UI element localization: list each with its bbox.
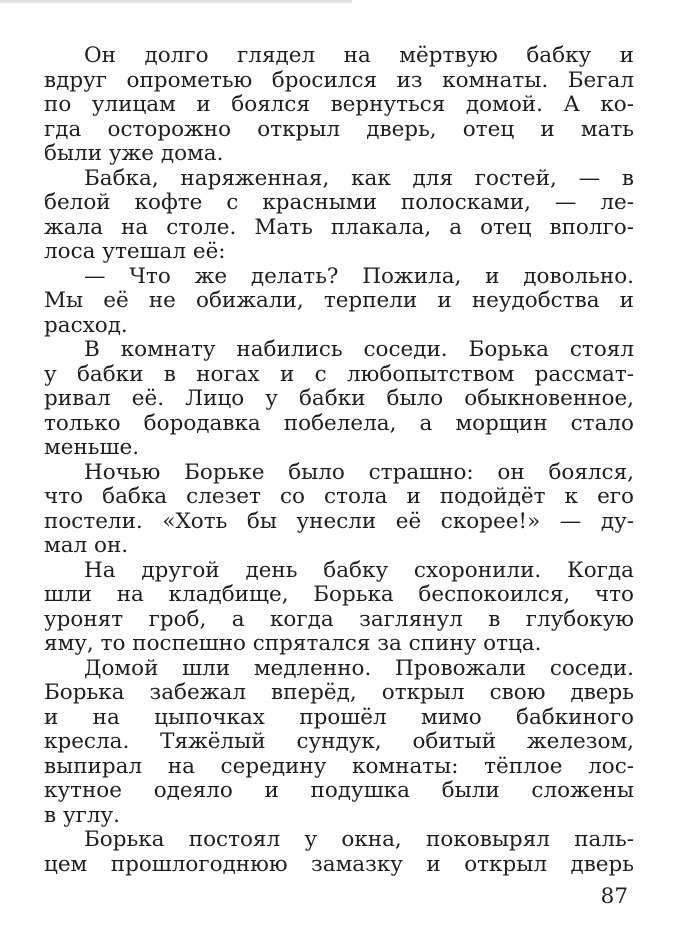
text-line: только бородавка побелела, а морщин стало bbox=[44, 411, 634, 436]
text-line: расход. bbox=[44, 313, 128, 338]
text-line: были уже дома. bbox=[44, 142, 224, 166]
page-text bbox=[44, 44, 634, 877]
text-line: кресла. Тяжёлый сундук, обитый железом, bbox=[44, 730, 634, 754]
text-line: гда осторожно открыл дверь, отец и мать bbox=[44, 117, 634, 142]
text-line: уронят гроб, а когда заглянул в глубокую bbox=[44, 607, 634, 632]
text-line: жала на столе. Мать плакала, а отец вполго- bbox=[44, 215, 634, 240]
text-line: Ночью Борьке было страшно: он боялся, bbox=[84, 460, 634, 485]
paragraph-4 bbox=[44, 338, 634, 461]
text-line: что бабка слезет со стола и подойдёт к его bbox=[44, 485, 634, 509]
paragraph-1 bbox=[44, 44, 634, 167]
text-line: Бабка, наряженная, как для гостей, — в bbox=[84, 166, 634, 191]
text-line: мал он. bbox=[44, 534, 129, 558]
text-line: по улицам и боялся вернуться домой. А ко- bbox=[44, 93, 634, 117]
paragraph-7 bbox=[44, 657, 634, 829]
page-number: 87 bbox=[600, 884, 628, 909]
text-line: В комнату набились соседи. Борька стоял bbox=[84, 338, 634, 362]
text-line: выпирал на середину комнаты: тёплое лос- bbox=[44, 754, 634, 779]
text-line: шли на кладбище, Борька беспокоился, что bbox=[44, 583, 634, 607]
text-line: у бабки в ногах и с любопытством рассмат- bbox=[44, 362, 634, 387]
text-line: Мы её не обижали, терпели и неудобства и bbox=[44, 289, 634, 313]
text-line: цем прошлогоднюю замазку и открыл дверь bbox=[44, 852, 634, 877]
text-line: Он долго глядел на мёртвую бабку и bbox=[84, 44, 634, 68]
text-line: ривал её. Лицо у бабки было обыкновенное, bbox=[44, 387, 634, 411]
text-line: — Что же делать? Пожила, и довольно. bbox=[84, 264, 634, 289]
text-line: Борька забежал вперёд, открыл свою дверь bbox=[44, 681, 634, 705]
text-line: и на цыпочках прошёл мимо бабкиного bbox=[44, 705, 634, 730]
text-line: в углу. bbox=[44, 803, 120, 828]
text-line: постели. «Хоть бы унесли её скорее!» — ду- bbox=[44, 509, 634, 534]
top-edge-rule bbox=[0, 0, 352, 3]
paragraph-8 bbox=[44, 828, 634, 877]
text-line: вдруг опрометью бросился из комнаты. Бегал bbox=[44, 68, 634, 93]
text-line: На другой день бабку схоронили. Когда bbox=[84, 558, 634, 583]
text-line: меньше. bbox=[44, 436, 140, 460]
text-line: лоса утешал её: bbox=[44, 240, 226, 264]
paragraph-2 bbox=[44, 167, 634, 265]
text-line: кутное одеяло и подушка были сложены bbox=[44, 779, 634, 803]
text-line: Домой шли медленно. Провожали соседи. bbox=[84, 656, 634, 681]
text-line: белой кофте с красными полосками, — ле- bbox=[44, 191, 634, 215]
paragraph-5 bbox=[44, 461, 634, 559]
text-line: Борька постоял у окна, поковырял паль- bbox=[84, 828, 634, 852]
text-line: яму, то поспешно спрятался за спину отца. bbox=[44, 632, 542, 656]
paragraph-6 bbox=[44, 559, 634, 657]
paragraph-3 bbox=[44, 265, 634, 339]
